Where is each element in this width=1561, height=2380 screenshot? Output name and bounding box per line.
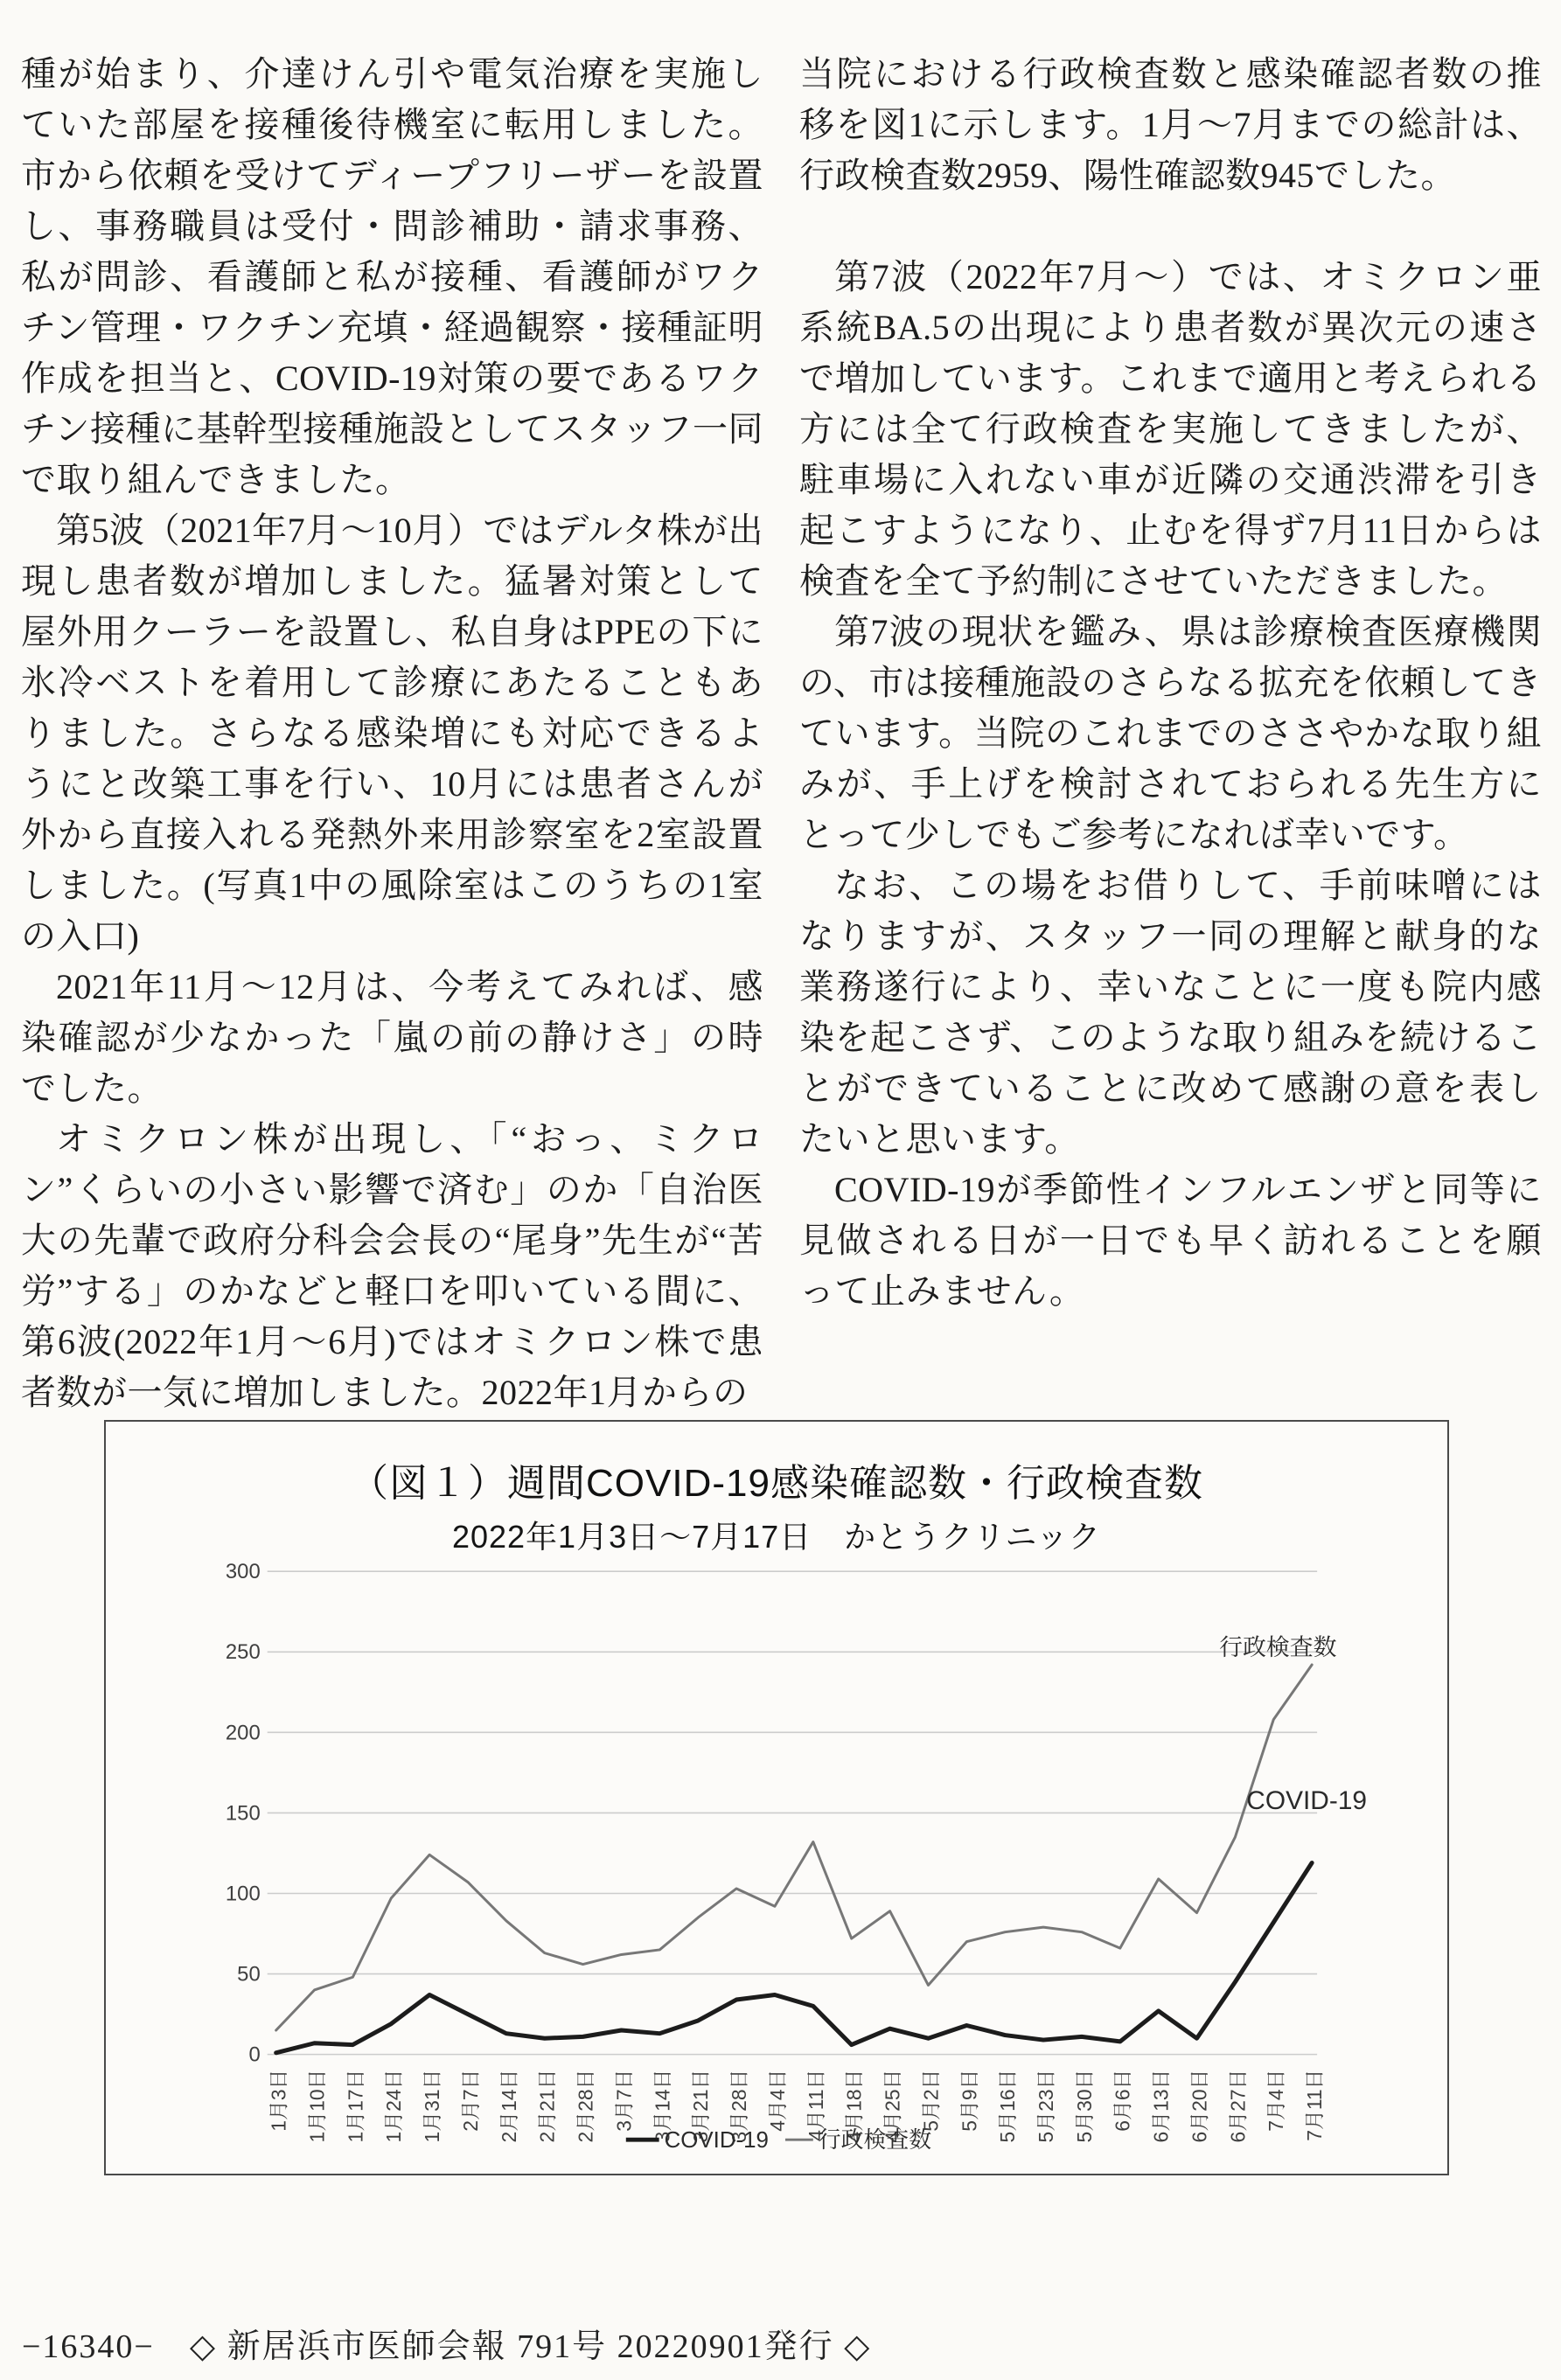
x-axis-tick-label: 3月7日 [612,2069,636,2132]
x-axis-tick-label: 7月4日 [1265,2069,1288,2132]
series-line-行政検査数 [276,1665,1312,2030]
x-axis-tick-label: 6月6日 [1111,2069,1134,2132]
y-axis-tick-label: 300 [225,1560,261,1584]
y-axis-tick-label: 150 [225,1801,261,1826]
y-axis-tick-label: 50 [237,1962,261,1987]
x-axis-tick-label: 6月20日 [1188,2069,1211,2143]
y-axis-tick-label: 100 [225,1882,261,1906]
paragraph: オミクロン株が出現し、「“おっ、ミクロン”くらいの小さい影響で済む」のか「自治医大の先輩で政府分科会会長の“尾身”先生が“苦労”する」のかなどと軽口を叩いている間に、第6波(2022年1月～6月)ではオミクロン株で患者数が一気に増加しました。2022年1月からの [21,1119,763,1412]
x-axis-tick-label: 4月25日 [881,2069,904,2143]
x-axis-tick-label: 5月23日 [1035,2069,1058,2143]
x-axis-tick-label: 6月13日 [1149,2069,1173,2143]
line-chart-canvas [106,1422,1447,2174]
paragraph: 種が始まり、介達けん引や電気治療を実施していた部屋を接種後待機室に転用しました。市から依頼を受けてディープフリーザーを設置し、事務職員は受付・問診補助・請求事務、私が問診、看護師と私が接種、看護師がワクチン管理・ワクチン充填・経過観察・接種証明作成を担当と、COVID-19対策の要であるワクチン接種に基幹型接種施設としてスタッフ一同で取り組んできました。 [21,54,763,499]
paragraph: 第7波（2022年7月～）では、オミクロン亜系統BA.5の出現により患者数が異次元の速さで増加しています。これまで適用と考えられる方には全て行政検査を実施してきましたが、駐車場に入れない車が近隣の交通渋滞を引き起こすようになり、止むを得ず7月11日からは検査を全て予約制にさせていただきました。 [799,257,1542,601]
x-axis-tick-label: 5月2日 [919,2069,943,2132]
x-axis-tick-label: 5月9日 [958,2069,981,2132]
article-column-right [799,49,1542,1317]
x-axis-tick-label: 3月14日 [651,2069,674,2143]
x-axis-tick-label: 1月10日 [305,2069,329,2143]
x-axis-tick-label: 3月28日 [728,2069,751,2143]
x-axis-tick-label: 1月17日 [344,2069,367,2143]
paragraph: 当院における行政検査数と感染確認者数の推移を図1に示します。1月～7月までの総計は、行政検査数2959、陽性確認数945でした。 [799,54,1542,195]
paragraph: COVID-19が季節性インフルエンザと同等に見做される日が一日でも早く訪れることを願って止みません。 [799,1170,1542,1311]
x-axis-tick-label: 1月24日 [382,2069,406,2143]
annotation-gyousei-kensasu: 行政検査数 [1219,1633,1337,1660]
x-axis-tick-label: 2月28日 [574,2069,597,2143]
x-axis-tick-label: 4月11日 [804,2069,827,2141]
y-axis-tick-label: 0 [248,2042,261,2067]
paragraph: 2021年11月～12月は、今考えてみれば、感染確認が少なかった「嵐の前の静けさ」の時でした。 [21,967,763,1108]
legend-label-行政検査数: 行政検査数 [818,2128,932,2154]
x-axis-tick-label: 6月27日 [1226,2069,1250,2143]
chart-title: （図１）週間COVID-19感染確認数・行政検査数 [350,1462,1203,1505]
x-axis-tick-label: 4月18日 [842,2069,866,2143]
x-axis-tick-label: 1月3日 [267,2069,290,2132]
y-axis-tick-label: 250 [225,1640,261,1665]
x-axis-tick-label: 2月21日 [535,2069,559,2143]
x-axis-tick-label: 1月31日 [421,2069,444,2143]
figure-1-chart [104,1420,1449,2175]
annotation-covid19: COVID-19 [1246,1785,1368,1815]
x-axis-tick-label: 2月14日 [497,2069,520,2143]
paragraph: 第5波（2021年7月～10月）ではデルタ株が出現し患者数が増加しました。猛暑対策として屋外用クーラーを設置し、私自身はPPEの下に氷冷ベストを着用して診療にあたることもありました。さらなる感染増にも対応できるようにと改築工事を行い、10月には患者さんが外から直接入れる発熱外来用診察室を2室設置しました。(写真1中の風除室はこのうちの1室の入口) [21,511,763,956]
paragraph: 第7波の現状を鑑み、県は診療検査医療機関の、市は接種施設のさらなる拡充を依頼してきています。当院のこれまでのささやかな取り組みが、手上げを検討されておられる先生方にとって少しでもご参考になれば幸いです。 [799,612,1542,854]
x-axis-tick-label: 7月11日 [1303,2069,1327,2141]
x-axis-tick-label: 3月21日 [689,2069,713,2143]
x-axis-tick-label: 2月7日 [458,2069,482,2132]
legend-label-COVID-19: COVID-19 [664,2128,769,2154]
x-axis-tick-label: 4月4日 [765,2069,789,2132]
y-axis-tick-label: 200 [225,1721,261,1745]
x-axis-tick-label: 5月16日 [996,2069,1020,2143]
series-line-COVID-19 [276,1863,1312,2053]
page-footer: −16340− ◇ 新居浜市医師会報 791号 20220901発行 ◇ [22,2328,872,2365]
x-axis-tick-label: 5月30日 [1072,2069,1096,2143]
paragraph: なお、この場をお借りして、手前味噌にはなりますが、スタッフ一同の理解と献身的な業務遂行により、幸いなことに一度も院内感染を起こさず、このような取り組みを続けることができていることに改めて感謝の意を表したいと思います。 [799,866,1542,1159]
chart-subtitle: 2022年1月3日～7月17日 かとうクリニック [451,1519,1102,1555]
article-column-left [21,49,763,1418]
